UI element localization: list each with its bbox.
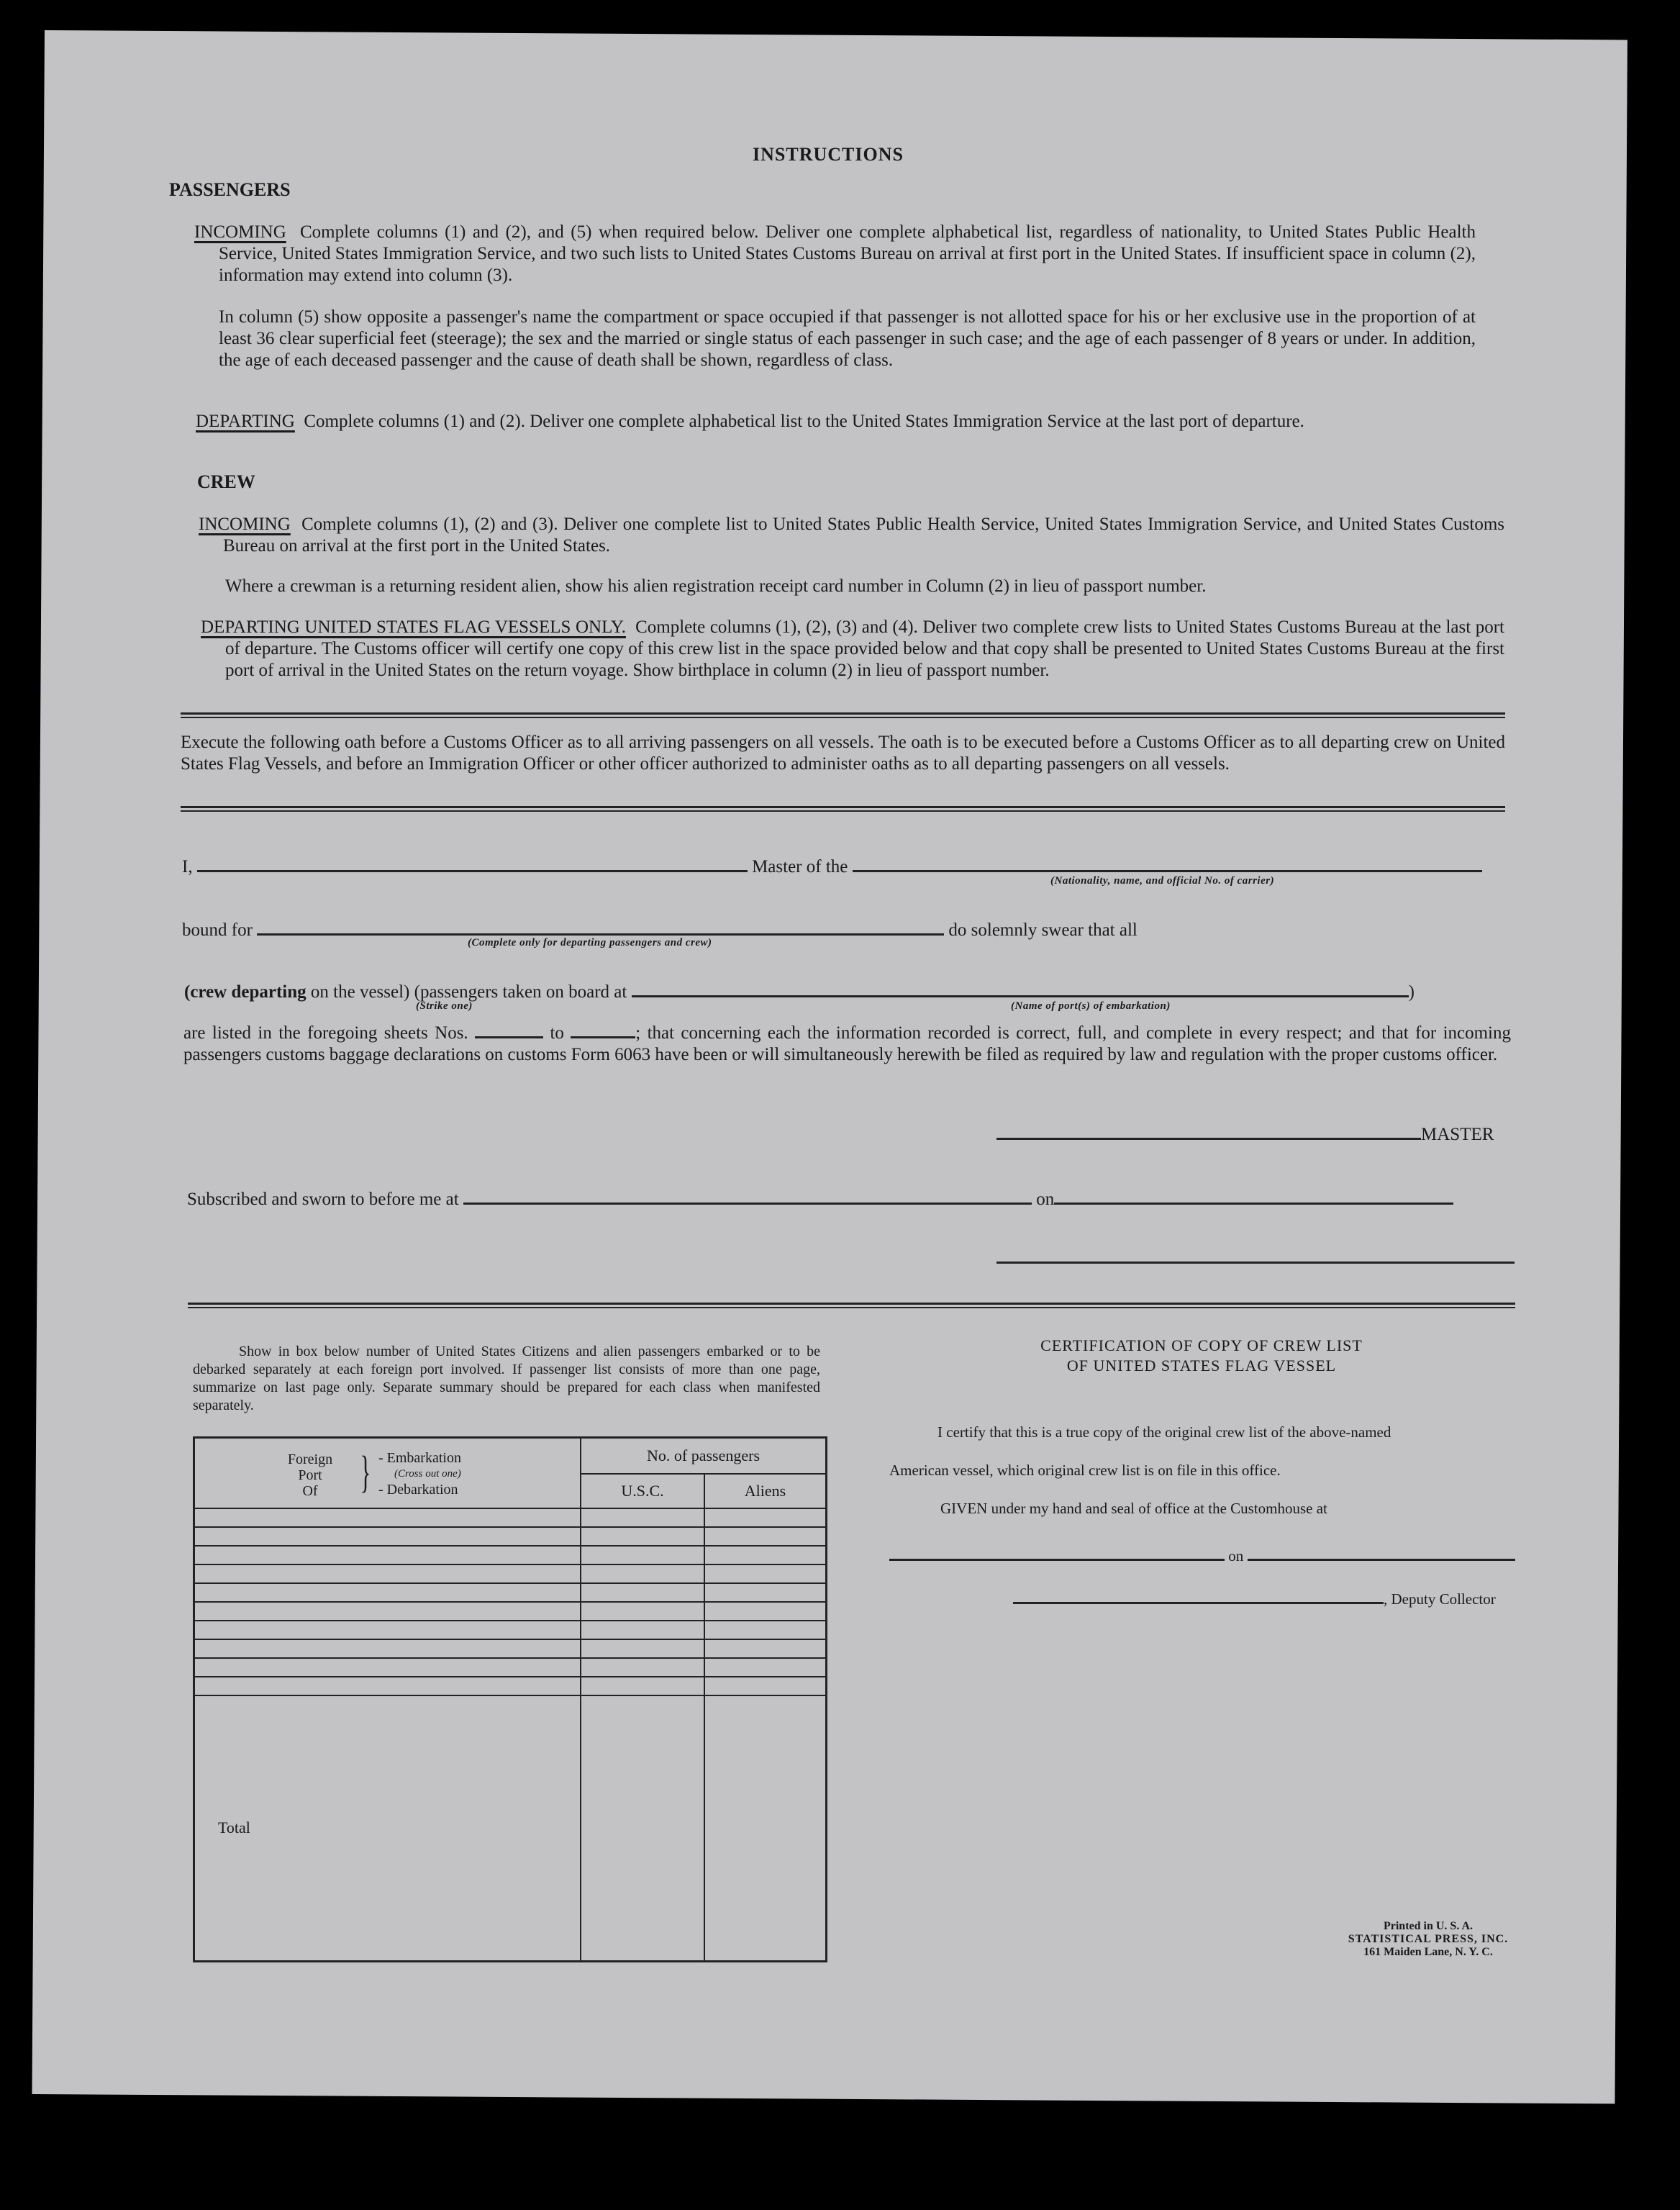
port-header — [194, 1438, 581, 1509]
master-signature-field[interactable] — [996, 1137, 1421, 1140]
table-row — [194, 1508, 827, 1527]
incoming-text: Complete columns (1) and (2), and (5) when required below. Deliver one complete alphabetical list, regardless of nationality, to United States Public Health Service, United States Immigration Service, and two such lists to United States Customs Bureau on arrival at first port in the United States. If insufficient space in column (2), information may extend into column (3). — [219, 222, 1476, 285]
brace-icon: } — [360, 1448, 371, 1497]
usc-cell[interactable] — [581, 1602, 704, 1621]
aliens-cell[interactable] — [704, 1564, 827, 1583]
printer-imprint — [1281, 1920, 1576, 1959]
given-line: GIVEN under my hand and seal of office at the Customhouse at — [940, 1500, 1327, 1517]
instructions-title: INSTRUCTIONS — [753, 144, 904, 165]
table-row — [194, 1658, 827, 1677]
column5-text: In column (5) show opposite a passenger's name the compartment or space occupied if that passenger is not allotted space for his or her exclusive use in the proportion of at least 36 clear superficial feet (steerage); the sex and the married or single status of each passenger in such case; and the age of each passenger of 8 years or under. In addition, the age of each deceased passenger and the cause of death shall be shown, regardless of class. — [219, 307, 1476, 370]
certification-title-2: OF UNITED STATES FLAG VESSEL — [1066, 1357, 1337, 1375]
of-label: Of — [302, 1483, 318, 1499]
subscribed-line — [187, 1189, 1453, 1210]
crew-departing-option[interactable]: (crew departing — [184, 982, 307, 1002]
usc-cell[interactable] — [581, 1621, 704, 1639]
divider — [181, 806, 1505, 812]
certification-title-1: CERTIFICATION OF COPY OF CREW LIST — [1040, 1336, 1363, 1354]
sheet-to-field[interactable] — [571, 1036, 635, 1038]
table-row — [194, 1602, 827, 1621]
table-row — [194, 1527, 827, 1546]
aliens-header: Aliens — [704, 1474, 827, 1508]
passenger-summary-table — [193, 1436, 827, 1962]
port-cell[interactable] — [194, 1508, 581, 1527]
port-caption: (Name of port(s) of embarkation) — [1011, 1000, 1171, 1012]
cert-date-field[interactable] — [1248, 1558, 1515, 1561]
imprint-line-2: STATISTICAL PRESS, INC. — [1348, 1933, 1509, 1945]
cross-out-caption: (Cross out one) — [394, 1468, 461, 1480]
crew-departing — [201, 617, 1504, 681]
swear-label: do solemnly swear that all — [948, 920, 1138, 940]
imprint-line-1: Printed in U. S. A. — [1383, 1920, 1473, 1932]
subscribed-label: Subscribed and sworn to before me at — [187, 1190, 459, 1209]
sworn-date-field[interactable] — [1054, 1202, 1453, 1205]
passengers-taken-option[interactable]: (passengers taken on board at — [414, 982, 627, 1002]
debarkation-option[interactable]: - Debarkation — [378, 1482, 458, 1498]
table-row — [194, 1639, 827, 1658]
listed-a: are listed in the foregoing sheets Nos. — [183, 1023, 468, 1043]
officer-signature-field[interactable] — [996, 1261, 1515, 1264]
master-label: MASTER — [1421, 1125, 1494, 1144]
port-cell[interactable] — [194, 1564, 581, 1583]
bound-for-field[interactable] — [257, 933, 944, 936]
deputy-signature-field[interactable] — [1013, 1601, 1384, 1604]
certify-line-2: American vessel, which original crew list is on file in this office. — [889, 1462, 1281, 1479]
master-signature — [996, 1124, 1494, 1146]
aliens-cell[interactable] — [704, 1602, 827, 1621]
crew-incoming — [199, 514, 1504, 557]
port-embarkation-field[interactable] — [632, 995, 1409, 997]
port-cell[interactable] — [194, 1527, 581, 1546]
aliens-total-cell[interactable] — [704, 1695, 827, 1962]
port-cell[interactable] — [194, 1621, 581, 1639]
usc-cell[interactable] — [581, 1508, 704, 1527]
aliens-cell[interactable] — [704, 1527, 827, 1546]
usc-cell[interactable] — [581, 1527, 704, 1546]
port-cell[interactable] — [194, 1546, 581, 1564]
oath-listed-text — [183, 1023, 1511, 1066]
table-row — [194, 1621, 827, 1639]
aliens-cell[interactable] — [704, 1546, 827, 1564]
usc-cell[interactable] — [581, 1677, 704, 1695]
carrier-caption: (Nationality, name, and official No. of carrier) — [1050, 875, 1275, 887]
departing-label: DEPARTING — [196, 412, 295, 431]
divider — [188, 1303, 1515, 1308]
passengers-heading: PASSENGERS — [169, 179, 291, 200]
aliens-cell[interactable] — [704, 1621, 827, 1639]
aliens-cell[interactable] — [704, 1677, 827, 1695]
crew-incoming-label: INCOMING — [199, 515, 291, 534]
on-vessel: on the vessel) — [310, 982, 410, 1002]
certification-title — [935, 1336, 1468, 1376]
crew-heading: CREW — [197, 471, 255, 492]
usc-cell[interactable] — [581, 1583, 704, 1602]
usc-cell[interactable] — [581, 1639, 704, 1658]
total-row — [194, 1695, 827, 1962]
oath-line-master — [182, 856, 1509, 878]
resident-alien-text: Where a crewman is a returning resident alien, show his alien registration receipt card number in Column (2) in lieu of passport number. — [225, 576, 1207, 596]
incoming-label: INCOMING — [194, 222, 286, 242]
customhouse-field[interactable] — [889, 1558, 1225, 1561]
aliens-cell[interactable] — [704, 1658, 827, 1677]
customhouse-line — [889, 1547, 1515, 1565]
oath-i: I, — [182, 857, 193, 877]
usc-cell[interactable] — [581, 1564, 704, 1583]
table-row — [194, 1677, 827, 1695]
imprint-line-3: 161 Maiden Lane, N. Y. C. — [1363, 1946, 1493, 1958]
sheet-from-field[interactable] — [475, 1036, 543, 1038]
table-row — [194, 1546, 827, 1564]
port-cell[interactable] — [194, 1639, 581, 1658]
aliens-cell[interactable] — [704, 1639, 827, 1658]
deputy-line — [1013, 1590, 1496, 1608]
port-label: Port — [298, 1467, 322, 1483]
bound-for-label: bound for — [182, 920, 253, 940]
port-cell[interactable] — [194, 1583, 581, 1602]
passengers-departing — [196, 411, 1500, 433]
sworn-place-field[interactable] — [463, 1202, 1032, 1205]
divider — [181, 712, 1505, 718]
usc-total-cell[interactable] — [581, 1695, 704, 1962]
listed-b: ; that concerning each the information recorded is correct, full, and complete in every respect; and that for incoming passengers customs baggage declarations on customs Form 6063 have been or will simultaneously herewith be filed as required by law and regulation with the proper customs officer. — [183, 1023, 1512, 1064]
crew-incoming-text: Complete columns (1), (2) and (3). Deliver one complete list to United States Public Health Service, United States Immigration Service, and United States Customs Bureau on arrival at the first port in the United States. — [223, 515, 1505, 556]
strike-caption: (Strike one) — [416, 1000, 473, 1012]
usc-cell[interactable] — [581, 1658, 704, 1677]
close-paren: ) — [1408, 982, 1415, 1002]
bound-caption: (Complete only for departing passengers and crew) — [468, 937, 712, 948]
port-cell[interactable] — [194, 1602, 581, 1621]
usc-header: U.S.C. — [581, 1474, 704, 1508]
foreign-label: Foreign — [287, 1452, 333, 1467]
total-label: Total — [194, 1695, 581, 1962]
port-cell[interactable] — [194, 1677, 581, 1695]
summary-instructions: Show in box below number of United States Citizens and alien passengers embarked or to be debarked separately at each foreign port involved. If passenger list consists of more than one page, summarize on last page only. Separate summary should be prepared for each class when manifested separately. — [193, 1344, 820, 1413]
oath-line-crew — [184, 982, 1415, 1003]
on-label: on — [1036, 1190, 1055, 1209]
cert-on-label: on — [1228, 1547, 1244, 1564]
oath-intro: Execute the following oath before a Customs Officer as to all arriving passengers on all vessels. The oath is to be executed before a Customs Officer as to all departing crew on United States Flag Vessels, and before an Immigration Officer or other officer authorized to administer oaths as to all departing passengers on all vessels. — [181, 733, 1505, 774]
master-name-field[interactable] — [197, 869, 748, 872]
table-row — [194, 1564, 827, 1583]
passengers-incoming — [194, 222, 1476, 286]
certify-line-1: I certify that this is a true copy of the original crew list of the above-named — [937, 1423, 1391, 1441]
port-cell[interactable] — [194, 1658, 581, 1677]
aliens-cell[interactable] — [704, 1583, 827, 1602]
embarkation-option[interactable]: - Embarkation — [378, 1450, 461, 1466]
crew-departing-label: DEPARTING UNITED STATES FLAG VESSELS ONLY. — [201, 617, 626, 637]
carrier-field[interactable] — [853, 869, 1482, 872]
table-row — [194, 1583, 827, 1602]
departing-text: Complete columns (1) and (2). Deliver one complete alphabetical list to the United States Immigration Service at the last port of departure. — [304, 412, 1304, 431]
listed-to: to — [550, 1023, 564, 1043]
master-of-label: Master of the — [752, 857, 848, 877]
usc-cell[interactable] — [581, 1546, 704, 1564]
crew-departing-text: Complete columns (1), (2), (3) and (4). Deliver two complete crew lists to United States Customs Bureau at the last port of departure. The Customs officer will certify one copy of this crew list in the space provided below and that copy shall be presented to United States Customs Bureau at the first port of arrival in the United States on the return voyage. Show birthplace in column (2) in lieu of passport number. — [225, 617, 1505, 680]
no-passengers-header: No. of passengers — [581, 1438, 827, 1474]
deputy-collector-label: , Deputy Collector — [1384, 1590, 1496, 1608]
aliens-cell[interactable] — [704, 1508, 827, 1527]
